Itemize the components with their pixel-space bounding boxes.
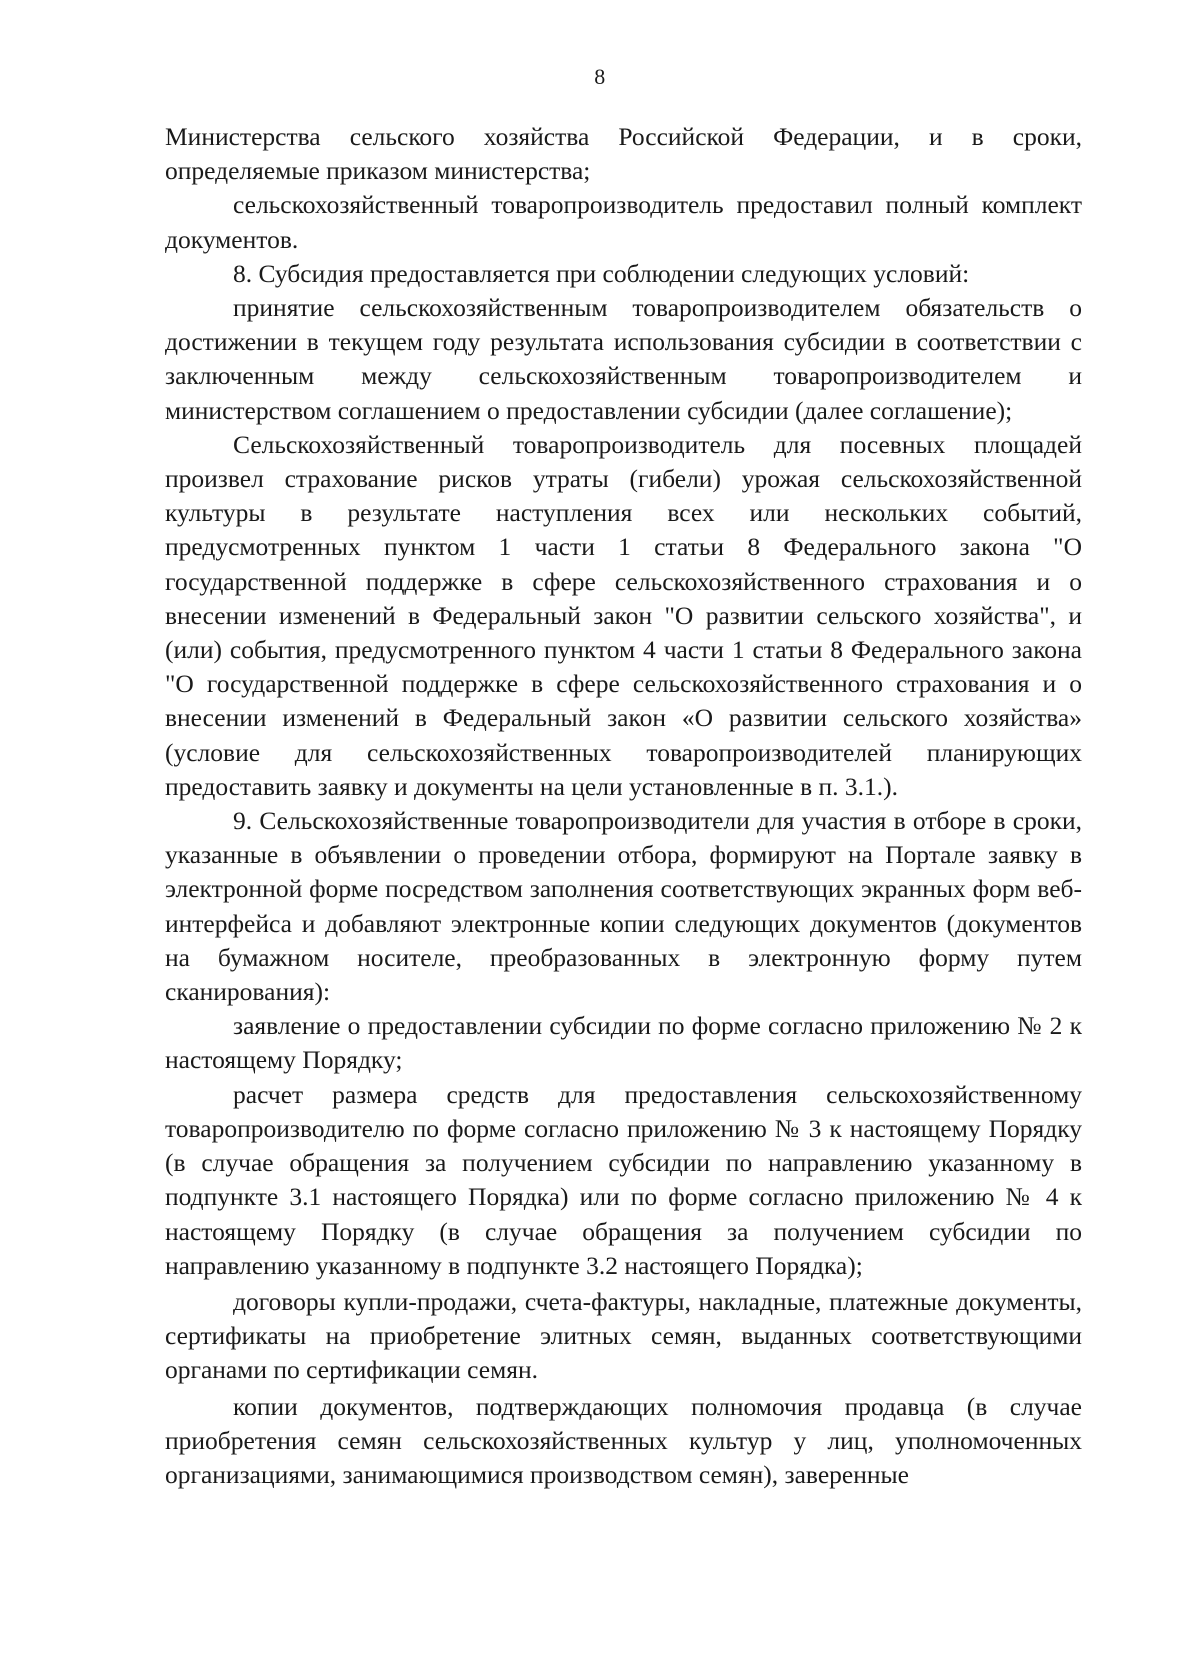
page-number: 8 [594, 64, 606, 89]
paragraph-application: заявление о предоставлении субсидии по форме согласно приложению № 2 к настоящему Порядку; [165, 1011, 1082, 1075]
paragraph-obligations: принятие сельскохозяйственным товаропроизводителем обязательств о достижении в текущем году результата использования субсидии в соответствии с заключенным между сельскохозяйственным товаропроизводителем и министерством соглашением о предоставлении субсидии (далее соглашение); [165, 293, 1082, 425]
paragraph-calculation: расчет размера средств для предоставления сельскохозяйственному товаропроизводителю по форме согласно приложению № 3 к настоящему Порядку (в случае обращения за получением субсидии по направлению указанному в подпункте 3.1 настоящего Порядка) или по форме согласно приложению № 4 к настоящему Порядку (в случае обращения за получением субсидии по направлению указанному в подпункте 3.2 настоящего Порядка); [165, 1079, 1082, 1280]
paragraph-section-8: 8. Субсидия предоставляется при соблюдении следующих условий: [233, 258, 970, 288]
paragraph-insurance: Сельскохозяйственный товаропроизводитель для посевных площадей произвел страхование рисков утраты (гибели) урожая сельскохозяйственной культуры в результате наступления всех или нескольких событий, предусмотренных пунктом 1 части 1 статьи 8 Федерального закона "О государственной поддержке в сфере сельскохозяйственного страхования и о внесении изменений в Федеральный закон "О развитии сельского хозяйства", и (или) события, предусмотренного пунктом 4 части 1 статьи 8 Федерального закона "О государственной поддержке в сфере сельскохозяйственного страхования и о внесении изменений в Федеральный закон «О развитии сельского хозяйства» (условие для сельскохозяйственных товаропроизводителей планирующих предоставить заявку и документы на цели установленные в п. 3.1.). [165, 429, 1082, 801]
paragraph-seller-authority: копии документов, подтверждающих полномочия продавца (в случае приобретения семян сельскохозяйственных культур у лиц, уполномоченных организациями, занимающимися производством семян), заверенные [165, 1391, 1082, 1489]
paragraph-complete-documents: сельскохозяйственный товаропроизводитель предоставил полный комплект документов. [165, 190, 1082, 254]
paragraph-section-9: 9. Сельскохозяйственные товаропроизводители для участия в отборе в сроки, указанные в объявлении о проведении отбора, формируют на Портале заявку в электронной форме посредством заполнения соответствующих экранных форм веб-интерфейса и добавляют электронные копии следующих документов (документов на бумажном носителе, преобразованных в электронную форму путем сканирования): [165, 806, 1082, 1007]
paragraph-contracts: договоры купли-продажи, счета-фактуры, накладные, платежные документы, сертификаты на приобретение элитных семян, выданных соответствующими органами по сертификации семян. [165, 1286, 1082, 1385]
document-body [165, 120, 1082, 1492]
paragraph-continuation: Министерства сельского хозяйства Российской Федерации, и в сроки, определяемые приказом министерства; [165, 122, 1082, 186]
